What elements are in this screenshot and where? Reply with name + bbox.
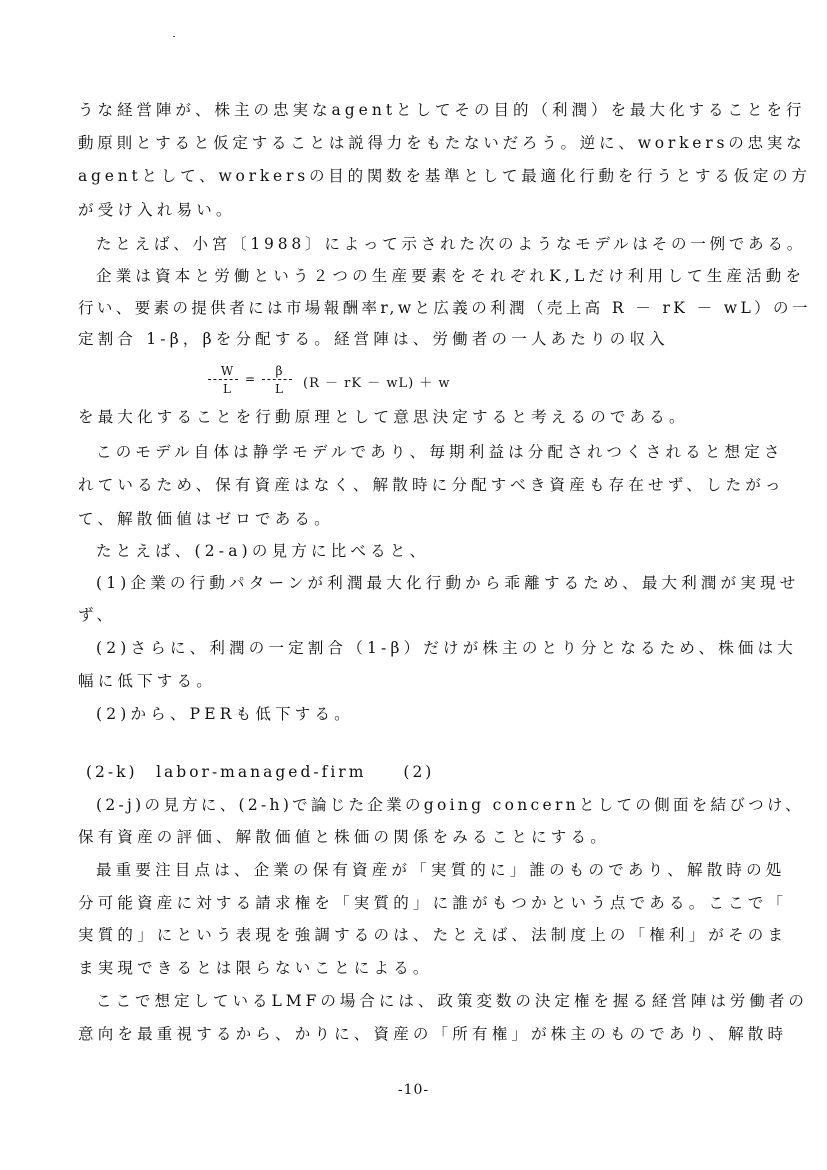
formula-lhs-denominator: L xyxy=(223,382,231,396)
body-line: 実質的」にという表現を強調するのは、たとえば、法制度上の「権利」がそのま xyxy=(78,926,788,944)
body-line: ま実現できるとは限らないことによる。 xyxy=(78,959,433,977)
body-line: 企業は資本と労働という２つの生産要素をそれぞれK,Lだけ利用して生産活動を xyxy=(96,267,806,285)
formula-rhs-bar xyxy=(262,379,292,380)
formula-equals: = xyxy=(244,372,256,386)
formula-rest: (R － rK － wL) ＋ w xyxy=(303,376,451,391)
body-line: 分可能資産に対する請求権を「実質的」に誰がもつかという点である。ここで「 xyxy=(78,894,788,912)
body-line: れているため、保有資産はなく、解散時に分配すべき資産も存在せず、したがっ xyxy=(78,476,785,494)
formula-lhs-bar xyxy=(208,379,238,380)
body-line: 定割合 1-β，βを分配する。経営陣は、労働者の一人あたりの収入 xyxy=(78,330,669,348)
list-item: (2)から、PERも低下する。 xyxy=(96,705,354,723)
body-line: ここで想定しているLMFの場合には、政策変数の決定権を握る経営陣は労働者の xyxy=(96,992,808,1010)
body-line: が受け入れ易い。 xyxy=(78,201,236,219)
formula-rhs-denominator: L xyxy=(275,382,283,396)
body-line: て、解散価値はゼロである。 xyxy=(78,510,334,528)
list-item-continuation: 幅に低下する。 xyxy=(78,672,216,690)
body-line: 動原則とすると仮定することは説得力をもたないだろう。逆に、workersの忠実な xyxy=(78,134,806,152)
body-line: 最重要注目点は、企業の保有資産が「実質的に」誰のものであり、解散時の処 xyxy=(96,861,786,879)
body-line: たとえば、小宮〔1988〕によって示された次のようなモデルはその一例である。 xyxy=(96,235,807,253)
body-line: agentとして、workersの目的関数を基準として最適化行動を行うとする仮定の方 xyxy=(78,167,811,185)
body-line: 意向を最重視するから、かりに、資産の「所有権」が株主のものであり、解散時 xyxy=(78,1025,788,1043)
formula-lhs-numerator: W xyxy=(220,364,234,378)
body-line: うな経営陣が、株主の忠実なagentとしてその目的（利潤）を最大化することを行 xyxy=(78,101,806,119)
body-line: 保有資産の評価、解散価値と株価の関係をみることにする。 xyxy=(78,828,610,846)
scan-speck xyxy=(173,36,175,37)
list-item: (2)さらに、利潤の一定割合（1-β）だけが株主のとり分となるため、株価は大 xyxy=(96,639,797,657)
body-line: (2-j)の見方に、(2-h)で論じた企業のgoing concernとしての側面を結びつけ、 xyxy=(96,796,804,814)
page-number: -10- xyxy=(397,1082,430,1098)
body-line: 行い、要素の提供者には市場報酬率r,wと広義の利潤（売上高 R － rK － wL）の一 xyxy=(78,299,811,317)
body-line: たとえば、(2-a)の見方に比べると、 xyxy=(96,542,430,560)
list-item: (1)企業の行動パターンが利潤最大化行動から乖離するため、最大利潤が実現せ xyxy=(96,574,800,592)
body-line: を最大化することを行動原理として意思決定すると考えるのである。 xyxy=(78,408,689,426)
list-item-continuation: ず、 xyxy=(78,606,117,624)
section-heading: (2-k) labor-managed-firm (2) xyxy=(86,763,435,781)
formula-rhs-numerator: β xyxy=(275,364,283,378)
body-line: このモデル自体は静学モデルであり、毎期利益は分配されつくされると想定さ xyxy=(96,443,784,461)
